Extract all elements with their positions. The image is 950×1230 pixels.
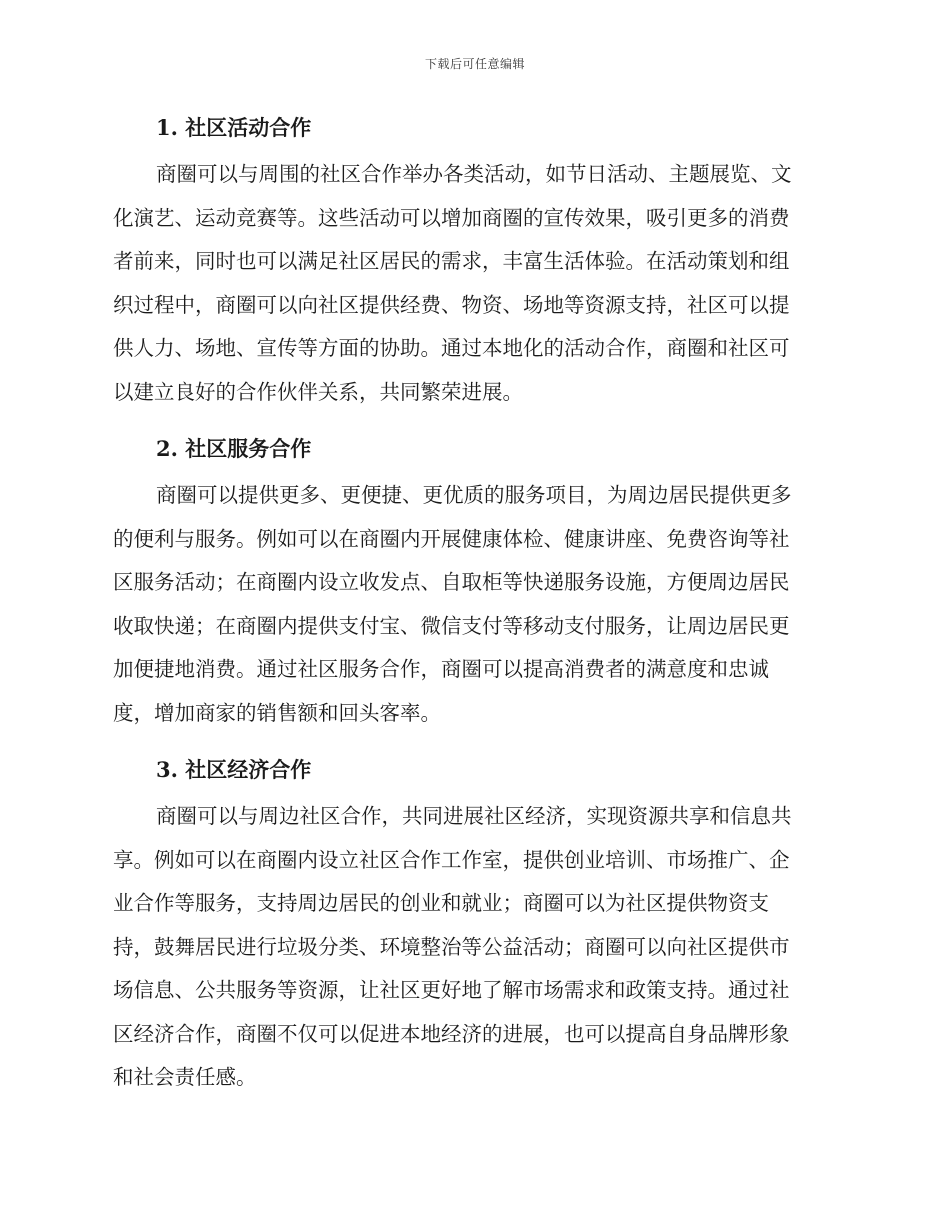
paragraph-line: 持，鼓舞居民进行垃圾分类、环境整治等公益活动；商圈可以向社区提供市 xyxy=(113,934,790,959)
paragraph-line: 区经济合作，商圈不仅可以促进本地经济的进展，也可以提高自身品牌形象 xyxy=(113,1021,790,1046)
paragraph-line: 业合作等服务，支持周边居民的创业和就业；商圈可以为社区提供物资支 xyxy=(113,891,769,915)
paragraph-line: 加便捷地消费。通过社区服务合作，商圈可以提高消费者的满意度和忠诚 xyxy=(113,657,769,681)
section-paragraph xyxy=(113,795,829,1100)
section-paragraph xyxy=(113,474,829,735)
paragraph-line: 化演艺、运动竞赛等。这些活动可以增加商圈的宣传效果，吸引更多的消费 xyxy=(113,205,790,230)
paragraph-line: 和社会责任感。 xyxy=(113,1065,257,1089)
paragraph-line: 享。例如可以在商圈内设立社区合作工作室，提供创业培训、市场推广、企 xyxy=(113,847,790,872)
page-header: 下载后可任意编辑 xyxy=(424,57,525,71)
paragraph-line: 区服务活动；在商圈内设立收发点、自取柜等快递服务设施，方便周边居民 xyxy=(113,570,790,594)
section-community-service xyxy=(113,429,792,725)
paragraph-line: 者前来，同时也可以满足社区居民的需求，丰富生活体验。在活动策划和组 xyxy=(113,249,790,273)
paragraph-line: 供人力、场地、宣传等方面的协助。通过本地化的活动合作，商圈和社区可 xyxy=(113,336,790,360)
paragraph-line: 度，增加商家的销售额和回头客率。 xyxy=(113,700,441,725)
section-heading: 2. 社区服务合作 xyxy=(156,436,312,461)
paragraph-line: 的便利与服务。例如可以在商圈内开展健康体检、健康讲座、免费咨询等社 xyxy=(113,526,790,551)
section-heading: 1. 社区活动合作 xyxy=(156,115,312,140)
section-community-activity xyxy=(113,108,792,404)
paragraph-line: 商圈可以与周围的社区合作举办各类活动，如节日活动、主题展览、文 xyxy=(156,162,792,186)
paragraph-line: 商圈可以与周边社区合作，共同进展社区经济，实现资源共享和信息共 xyxy=(156,804,792,828)
paragraph-line: 织过程中，商圈可以向社区提供经费、物资、场地等资源支持，社区可以提 xyxy=(113,292,790,317)
section-paragraph xyxy=(113,153,829,414)
paragraph-line: 以建立良好的合作伙伴关系，共同繁荣进展。 xyxy=(113,379,523,404)
paragraph-line: 场信息、公共服务等资源，让社区更好地了解市场需求和政策支持。通过社 xyxy=(113,978,790,1002)
section-heading: 3. 社区经济合作 xyxy=(156,757,312,782)
section-community-economy xyxy=(113,750,792,1089)
paragraph-line: 收取快递；在商圈内提供支付宝、微信支付等移动支付服务，让周边居民更 xyxy=(113,613,790,638)
paragraph-line: 商圈可以提供更多、更便捷、更优质的服务项目，为周边居民提供更多 xyxy=(156,483,792,507)
